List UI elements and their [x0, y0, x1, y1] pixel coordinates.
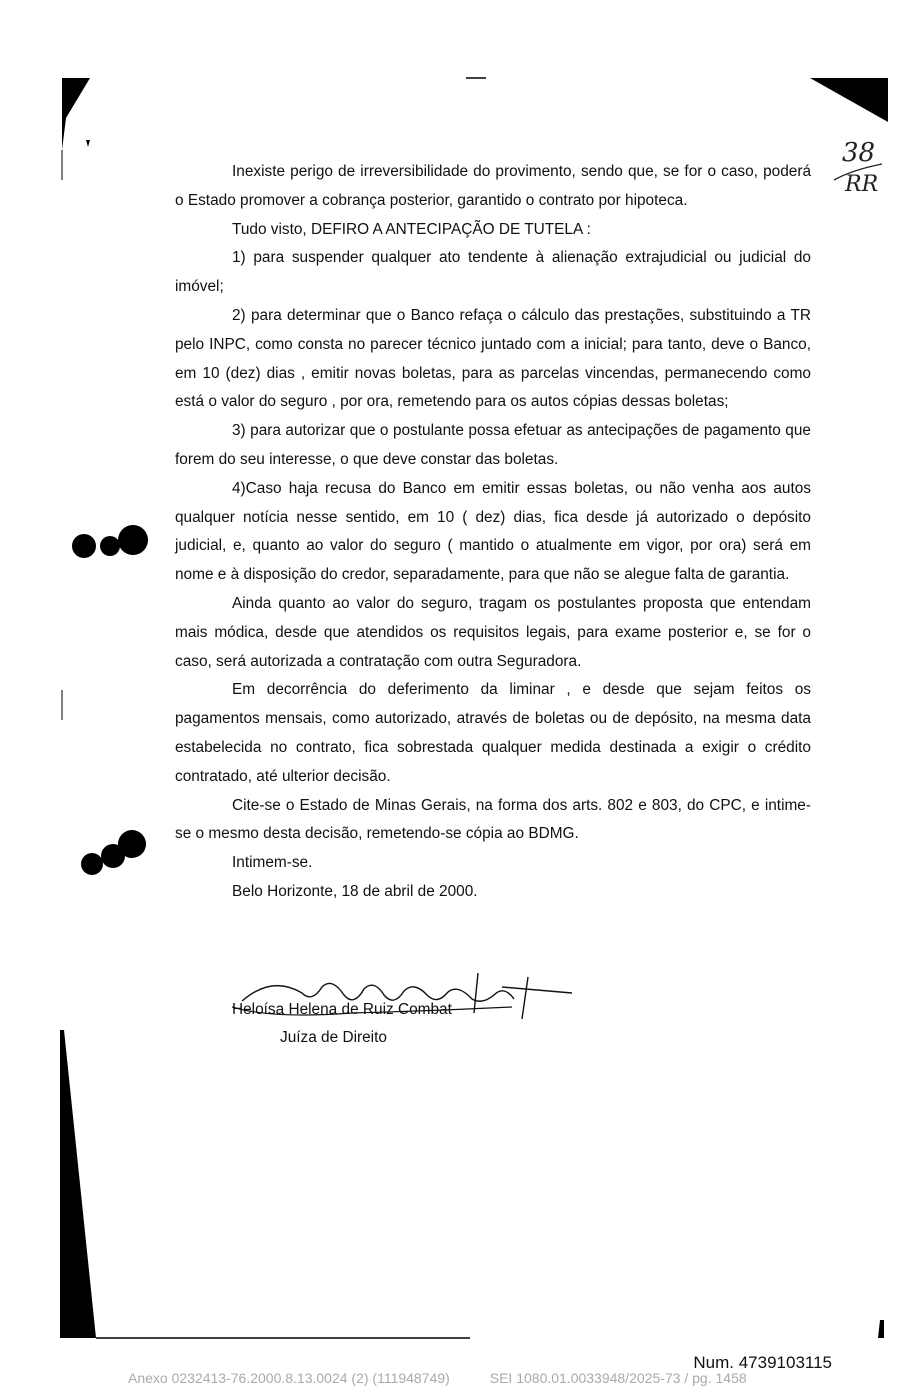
paragraph-item-4: 4)Caso haja recusa do Banco em emitir essas boletas, ou não venha aos autos qualquer notícia nesse sentido, em 10 ( dez) dias, fica desde já autorizado o depósito judicial, e, quanto ao valor do seguro ( mantido o atualmente em vigor, por ora) será em nome e à disposição do credor, separadamente, para que não se alegue falta de garantia.: [175, 479, 811, 584]
left-edge-shadow: [60, 1030, 96, 1338]
paragraph: Cite-se o Estado de Minas Gerais, na forma dos arts. 802 e 803, do CPC, e intime-se o mesmo desta decisão, remetendo-se cópia ao BDMG.: [175, 796, 811, 843]
footer-watermark: [128, 1370, 747, 1386]
punch-hole: [118, 525, 148, 555]
annex-reference: Anexo 0232413-76.2000.8.13.0024 (2) (111948749): [128, 1370, 450, 1386]
bottom-right-mark: [878, 1320, 884, 1338]
paragraph-item-2: 2) para determinar que o Banco refaça o cálculo das prestações, substituindo a TR pelo INPC, como consta no parecer técnico juntado com a inicial; para tanto, deve o Banco, em 10 (dez) dias , emitir novas boletas, para as parcelas vincendas, permanecendo como está o valor do seguro , por ora, remetendo para os autos cópias dessas boletas;: [175, 306, 811, 411]
handwritten-page-number: 38: [842, 138, 876, 168]
small-dot-mark: [86, 140, 90, 147]
signatory-name: Heloísa Helena de Ruiz Combat: [232, 1001, 452, 1018]
paragraph: Ainda quanto ao valor do seguro, tragam os postulantes proposta que entendam mais módica, desde que atendidos os requisitos legais, para exame posterior e, se for o caso, será autorizada a contratação com outra Seguradora.: [175, 594, 811, 670]
signatory-role: Juíza de Direito: [280, 1029, 387, 1046]
top-right-corner-mark: [810, 78, 888, 122]
paragraph: Inexiste perigo de irreversibilidade do provimento, sendo que, se for o caso, poderá o Estado promover a cobrança posterior, garantido o contrato por hipoteca.: [175, 163, 811, 209]
paragraph-item-1: 1) para suspender qualquer ato tendente à alienação extrajudicial ou judicial do imóvel;: [175, 249, 811, 296]
closing-line: Intimem-se.: [232, 854, 313, 872]
top-left-corner-mark: [62, 78, 90, 150]
punch-hole: [72, 534, 96, 558]
handwritten-initials: RR: [845, 172, 879, 197]
signature-block: [232, 973, 592, 1023]
decision-text: [175, 158, 811, 907]
document-number: Num. 4739103115: [693, 1353, 832, 1372]
punch-hole: [118, 830, 146, 858]
paragraph: Tudo visto, DEFIRO A ANTECIPAÇÃO DE TUTELA :: [232, 220, 591, 238]
sei-reference: SEI 1080.01.0033948/2025-73 / pg. 1458: [489, 1370, 747, 1386]
punch-hole: [81, 853, 103, 875]
date-line: Belo Horizonte, 18 de abril de 2000.: [232, 882, 478, 900]
paragraph: Em decorrência do deferimento da liminar , e desde que sejam feitos os pagamentos mensais, como autorizado, através de boletas ou de depósito, na mesma data estabelecida no contrato, fica sobrestada qualquer medida destinada a exigir o crédito contratado, até ulterior decisão.: [175, 681, 811, 785]
punch-hole: [100, 536, 120, 556]
paragraph-item-3: 3) para autorizar que o postulante possa efetuar as antecipações de pagamento que forem do seu interesse, o que deve constar das boletas.: [175, 422, 811, 468]
